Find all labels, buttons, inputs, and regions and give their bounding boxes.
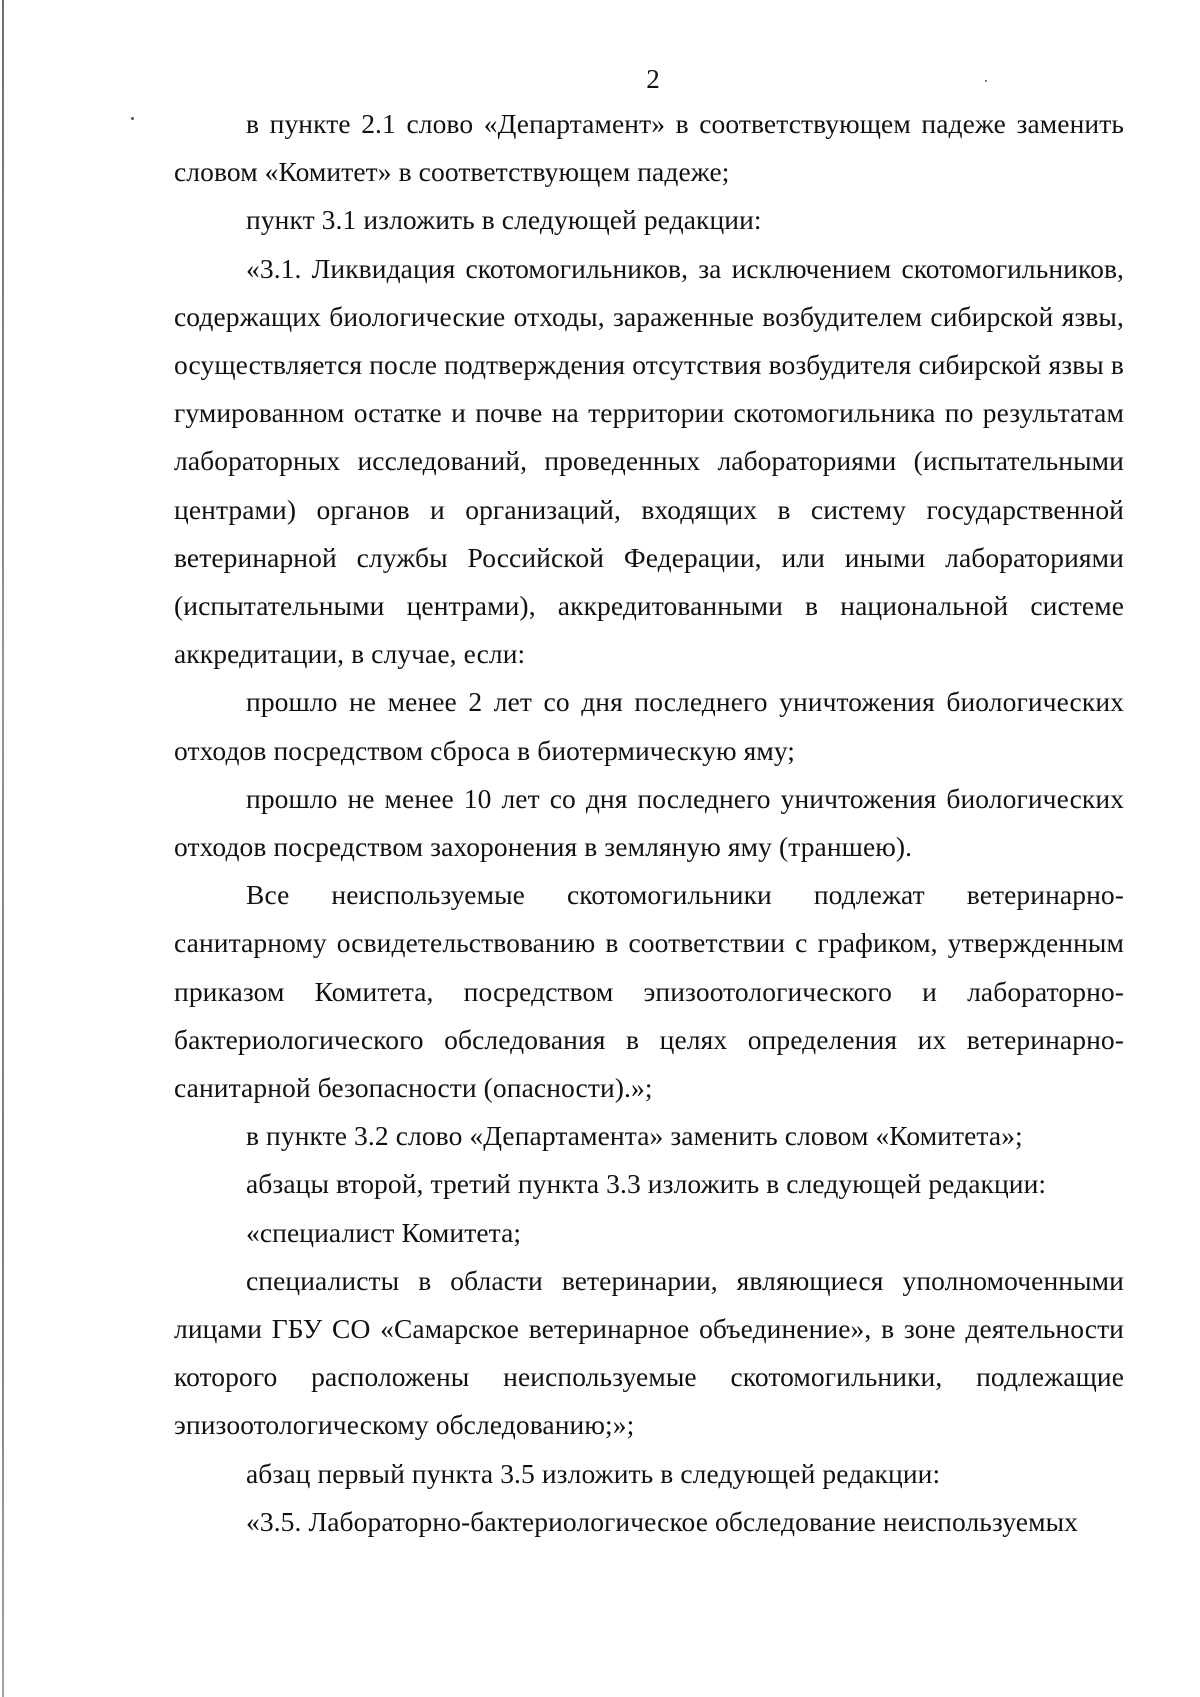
scan-edge-line: [2, 0, 4, 1697]
paragraph-item-3-1-text: «3.1. Ликвидация скотомогильников, за исключением скотомогильников, содержащих биологические отходы, зараженные возбудителем сибирской язвы, осуществляется после подтверждения отсутствия возбудителя сибирской язвы в гумированном остатке и почве на территории скотомогильника по результатам лабораторных исследований, проведенных лабораториями (испытательными центрами) органов и организаций, входящих в систему государственной ветеринарной службы Российской Федерации, или иными лабораториями (испытательными центрами), аккредитованными в национальной системе аккредитации, в случае, если:: [174, 252, 1124, 670]
paragraph-item-3-2-replacement: в пункте 3.2 слово «Департамента» заменить словом «Комитета»;: [246, 1120, 1023, 1152]
paragraph-item-2-1-replacement: в пункте 2.1 слово «Департамент» в соответствующем падеже заменить словом «Комитет» в соответствующем падеже;: [174, 108, 1124, 188]
paragraph-inspection: Все неиспользуемые скотомогильники подлежат ветеринарно-санитарному освидетельствованию в соответствии с графиком, утвержденным приказом Комитета, посредством эпизоотологического и лабораторно-бактериологического обследования в целях определения их ветеринарно-санитарной безопасности (опасности).»;: [174, 879, 1124, 1104]
paragraph-item-3-5-heading: абзац первый пункта 3.5 изложить в следующей редакции:: [246, 1457, 941, 1489]
paragraph-item-3-5-text: «3.5. Лабораторно-бактериологическое обследование неиспользуемых: [246, 1505, 1079, 1537]
paragraph-condition-2-years: прошло не менее 2 лет со дня последнего уничтожения биологических отходов посредством сброса в биотермическую яму;: [174, 686, 1124, 766]
document-page: [174, 60, 1124, 1546]
paragraph-committee-specialist: «специалист Комитета;: [246, 1216, 522, 1248]
paragraph-item-3-1-heading: пункт 3.1 изложить в следующей редакции:: [246, 204, 762, 236]
paragraph-veterinary-specialists: специалисты в области ветеринарии, являющиеся уполномоченными лицами ГБУ СО «Самарское ветеринарное объединение», в зоне деятельности которого расположены неиспользуемые скотомогильники, подлежащие эпизоотологическому обследованию;»;: [174, 1264, 1124, 1441]
page-number: 2: [646, 64, 660, 94]
paragraph-item-3-3-heading: абзацы второй, третий пункта 3.3 изложить в следующей редакции:: [246, 1168, 1047, 1200]
scan-speck: [131, 117, 134, 120]
paragraph-condition-10-years: прошло не менее 10 лет со дня последнего уничтожения биологических отходов посредством захоронения в земляную яму (траншею).: [174, 782, 1124, 863]
